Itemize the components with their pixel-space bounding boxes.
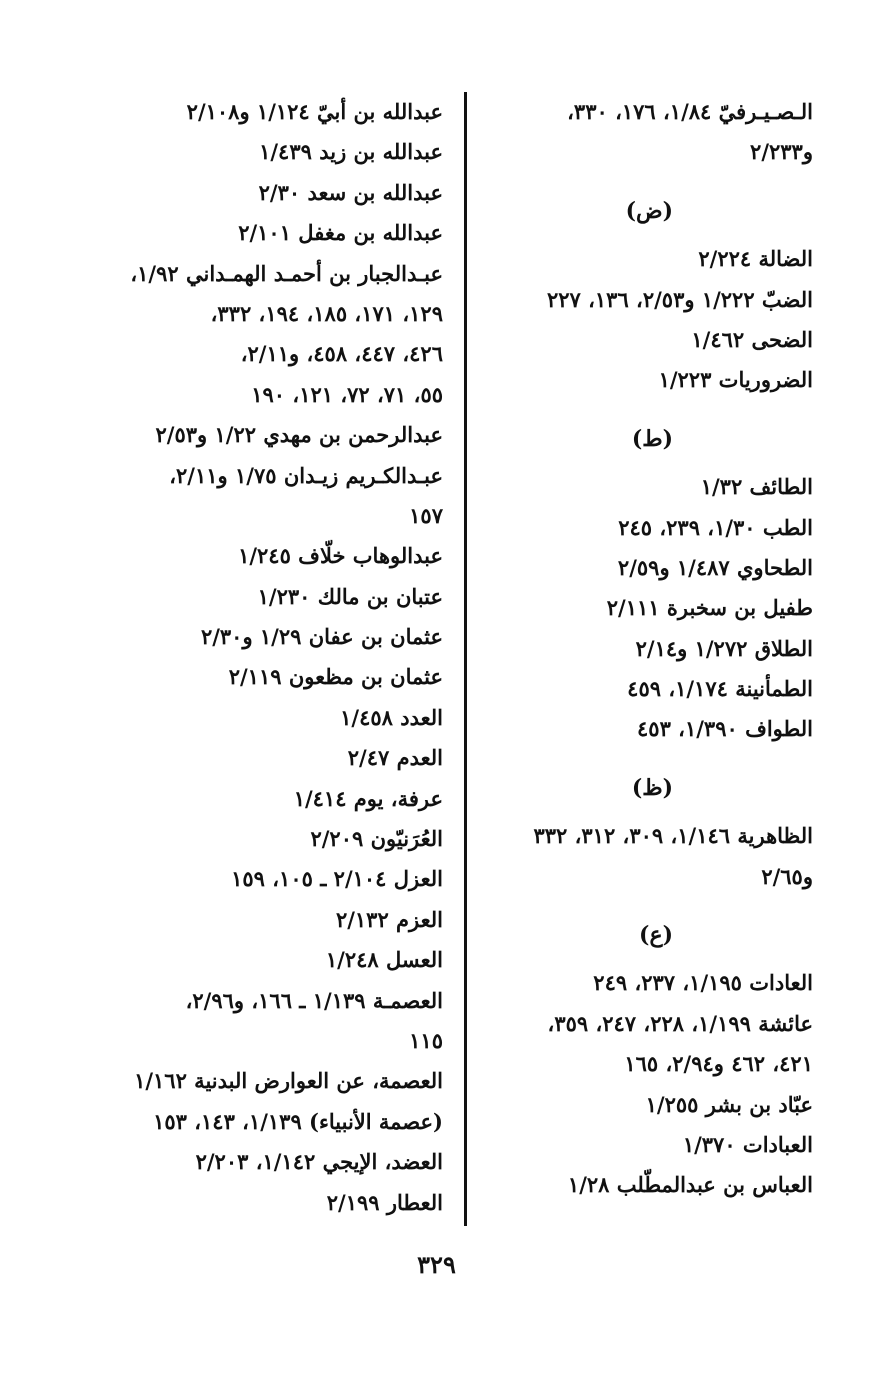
index-entry: الطمأنينة ١/١٧٤، ٤٥٩ [627, 676, 813, 702]
index-entry: العزم ٢/١٣٢ [335, 906, 443, 932]
index-entry: الطائف ١/٣٢ [700, 474, 813, 500]
index-entry: العبادات ١/٣٧٠ [682, 1131, 813, 1157]
index-entry: الظاهرية ١/١٤٦، ٣٠٩، ٣١٢، ٣٣٢ [533, 823, 813, 849]
index-entry: عبدالرحمن بن مهدي ١/٢٢ و٢/٥٣ [155, 422, 443, 448]
index-entry: عثمان بن مظعون ٢/١١٩ [228, 664, 443, 690]
index-entry: الطواف ١/٣٩٠، ٤٥٣ [637, 716, 813, 742]
index-entry: (عصمة الأنبياء) ١/١٣٩، ١٤٣، ١٥٣ [153, 1108, 443, 1134]
index-entry: طفيل بن سخبرة ٢/١١١ [606, 595, 813, 621]
index-entry: عبـدالجبار بن أحمـد الهمـداني ١/٩٢، [130, 260, 443, 286]
index-entry: العباس بن عبدالمطّلب ١/٢٨ [567, 1172, 813, 1198]
index-entry: العدم ٢/٤٧ [347, 745, 443, 771]
index-entry-continuation: ١١٥ [409, 1027, 443, 1053]
index-entry-continuation: ١٥٧ [409, 502, 443, 528]
column-divider [464, 92, 467, 1226]
index-entry: عرفة، يوم ١/٤١٤ [293, 785, 443, 811]
index-entry: الـصـيـرفيّ ١/٨٤، ١٧٦، ٣٣٠، [567, 99, 813, 124]
index-entry: الطحاوي ١/٤٨٧ و٢/٥٩ [617, 554, 813, 580]
index-entry-continuation: و٢/٦٥ [761, 863, 813, 889]
index-entry-continuation: ٤٢٦، ٤٤٧، ٤٥٨، و٢/١١، [240, 341, 443, 367]
index-entry: العصمة، عن العوارض البدنية ١/١٦٢ [134, 1068, 443, 1094]
index-entry: الطلاق ١/٢٧٢ و٢/١٤ [635, 635, 813, 661]
index-entry: عبدالوهاب خلّاف ١/٢٤٥ [238, 543, 443, 569]
index-entry: الضبّ ١/٢٢٢ و٢/٥٣، ١٣٦، ٢٢٧ [546, 286, 813, 312]
index-entry: الضحى ١/٤٦٢ [691, 326, 813, 352]
index-entry-continuation: ٥٥، ٧١، ٧٢، ١٢١، ١٩٠ [251, 381, 443, 407]
index-entry-continuation: ٤٢١، ٤٦٢ و٢/٩٤، ١٦٥ [624, 1051, 813, 1077]
index-entry: عتبان بن مالك ١/٢٣٠ [257, 583, 443, 609]
index-column-left [113, 92, 443, 1223]
letter-section-heading: (ط) [631, 425, 673, 452]
index-entry: عبدالله بن زيد ١/٤٣٩ [259, 139, 443, 165]
index-entry: العدد ١/٤٥٨ [340, 704, 443, 730]
index-entry: عثمان بن عفان ١/٢٩ و٢/٣٠ [200, 624, 443, 650]
letter-section-heading: (ع) [639, 922, 673, 949]
index-entry: العزل ٢/١٠٤ ـ ١٠٥، ١٥٩ [231, 866, 443, 892]
letter-section-heading: (ض) [625, 197, 673, 224]
index-entry: العادات ١/١٩٥، ٢٣٧، ٢٤٩ [593, 970, 813, 996]
index-entry: العطار ٢/١٩٩ [326, 1189, 443, 1215]
index-entry: عائشة ١/١٩٩، ٢٢٨، ٢٤٧، ٣٥٩، [547, 1010, 813, 1036]
index-entry: عبدالله بن أبيّ ١/١٢٤ و٢/١٠٨ [186, 99, 443, 124]
index-entry-continuation: و٢/٢٣٣ [750, 139, 813, 165]
index-entry: العضد، الإيجي ١/١٤٢، ٢/٢٠٣ [195, 1149, 443, 1175]
page-number: ٣٢٩ [417, 1250, 456, 1279]
index-entry: العصمـة ١/١٣٩ ـ ١٦٦، و٢/٩٦، [185, 987, 443, 1013]
letter-section-heading: (ظ) [631, 774, 673, 801]
index-column-right [483, 92, 813, 1206]
index-entry: الطب ١/٣٠، ٢٣٩، ٢٤٥ [618, 514, 813, 540]
index-entry: عبـدالكـريم زيـدان ١/٧٥ و٢/١١، [169, 462, 443, 488]
index-entry: العُرَنيّون ٢/٢٠٩ [310, 826, 443, 852]
index-entry: الضروريات ١/٢٢٣ [658, 367, 813, 393]
index-entry-continuation: ١٢٩، ١٧١، ١٨٥، ١٩٤، ٣٣٢، [210, 300, 443, 326]
index-entry: الضالة ٢/٢٢٤ [698, 246, 813, 272]
index-entry: عبدالله بن مغفل ٢/١٠١ [238, 220, 443, 246]
index-entry: عبدالله بن سعد ٢/٣٠ [258, 179, 443, 205]
index-entry: عبّاد بن بشر ١/٢٥٥ [645, 1091, 813, 1117]
index-entry: العسل ١/٢٤٨ [325, 947, 443, 973]
